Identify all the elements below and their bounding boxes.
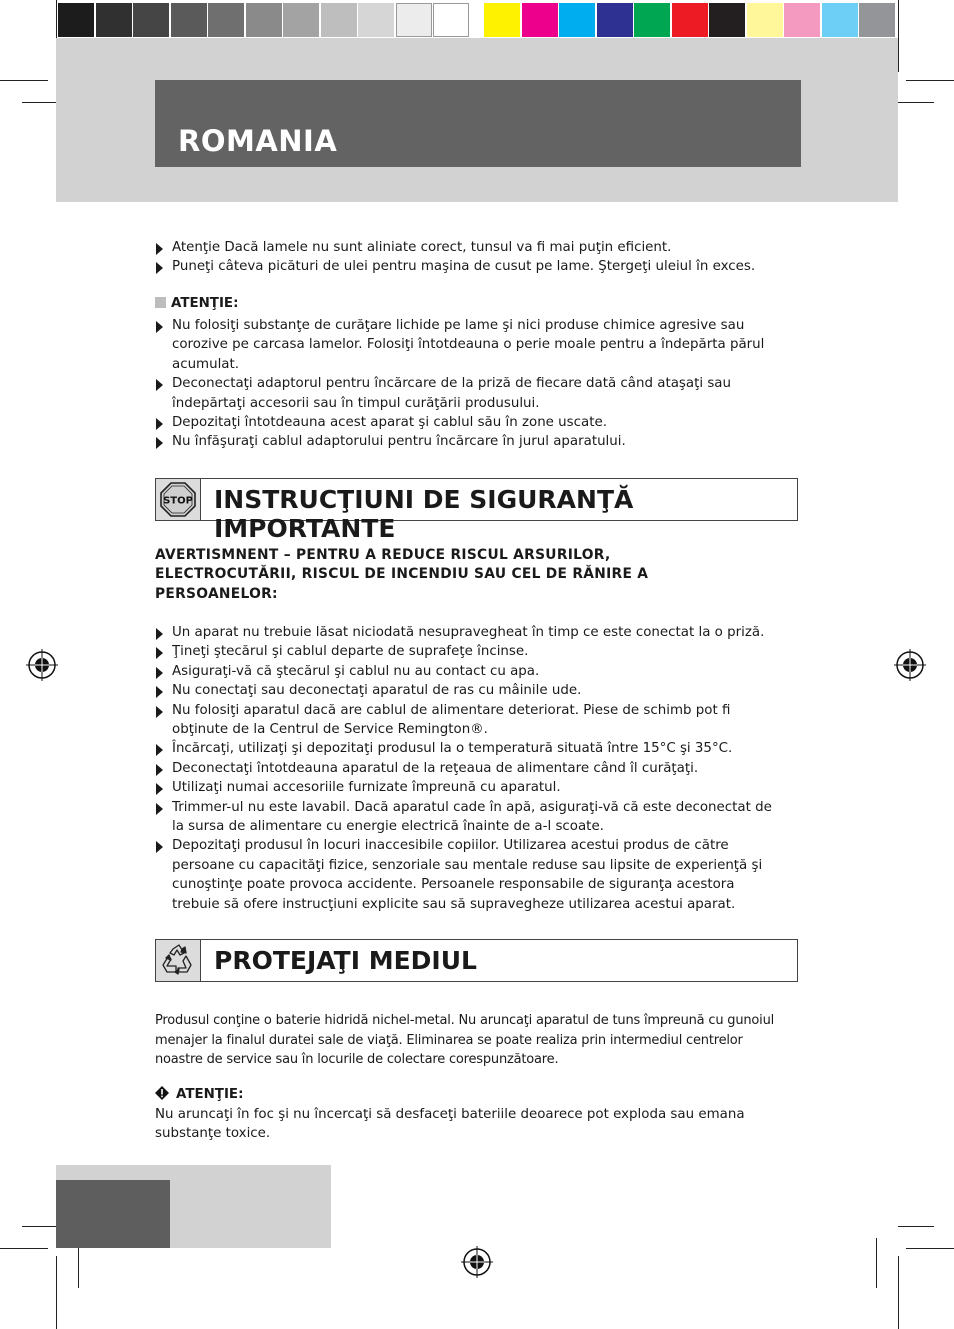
list-item: Asiguraţi-vă că ştecărul şi cablul nu au contact cu apa. xyxy=(155,662,782,681)
list-item: Deconectaţi adaptorul pentru încărcare de la priză de fiecare dată când ataşaţi sau îndepărtaţi accesorii sau în timpul curăţării produsului. xyxy=(155,374,782,413)
gray-swatch xyxy=(96,3,132,37)
list-item: Ţineţi ştecărul şi cablul departe de suprafeţe încinse. xyxy=(155,642,782,661)
triangle-bullet-icon xyxy=(156,262,163,274)
gray-swatch xyxy=(58,3,94,37)
list-item: Deconectaţi întotdeauna aparatul de la reţeaua de alimentare când îl curăţaţi. xyxy=(155,759,782,778)
gray-swatch xyxy=(171,3,207,37)
triangle-bullet-icon xyxy=(156,418,163,430)
color-swatch xyxy=(709,3,745,37)
triangle-bullet-icon xyxy=(156,243,163,255)
safety-section-title: INSTRUCŢIUNI DE SIGURANŢĂ IMPORTANTE xyxy=(214,485,634,543)
triangle-bullet-icon xyxy=(156,667,163,679)
environment-section-header xyxy=(155,939,798,982)
recycle-icon xyxy=(156,940,201,981)
gray-swatch xyxy=(246,3,282,37)
list-item: Nu conectaţi sau deconectaţi aparatul de ras cu mâinile ude. xyxy=(155,681,782,700)
registration-mark-icon xyxy=(894,649,926,681)
battery-caution-heading: ATENŢIE: xyxy=(155,1086,243,1102)
triangle-bullet-icon xyxy=(156,744,163,756)
gray-swatch xyxy=(433,3,469,37)
triangle-bullet-icon xyxy=(156,647,163,659)
gray-swatch xyxy=(133,3,169,37)
triangle-bullet-icon xyxy=(156,783,163,795)
gray-swatch xyxy=(321,3,357,37)
caution-heading: ATENŢIE: xyxy=(155,296,238,311)
page-title: ROMANIA xyxy=(178,124,338,158)
gray-swatch xyxy=(396,3,432,37)
color-swatch xyxy=(634,3,670,37)
triangle-bullet-icon xyxy=(156,841,163,853)
intro-bullet-list xyxy=(155,238,782,277)
registration-mark-icon xyxy=(461,1246,493,1278)
list-item: Depozitaţi produsul în locuri inaccesibile copiilor. Utilizarea acestui produs de către persoane cu capacităţi fizice, senzoriale sau mentale reduse sau lipsite de experienţă şi cunoştinţe poate provoca accidente. Persoanele responsabile de siguranţa acestora trebuie să ofere instrucţiuni explicite sau să supravegheze utilizarea acestui aparat. xyxy=(155,836,782,914)
list-item: Atenţie Dacă lamele nu sunt aliniate corect, tunsul va fi mai puţin eficient. xyxy=(155,238,782,257)
color-swatch xyxy=(522,3,558,37)
color-swatch xyxy=(859,3,895,37)
list-item: Depozitaţi întotdeauna acest aparat şi cablul său în zone uscate. xyxy=(155,413,782,432)
list-item: Un aparat nu trebuie lăsat niciodată nesupravegheat în timp ce este conectat la o priză. xyxy=(155,623,782,642)
list-item: Nu folosiţi aparatul dacă are cablul de alimentare deteriorat. Piese de schimb pot fi obţinute de la Centrul de Service Remington®. xyxy=(155,701,782,740)
triangle-bullet-icon xyxy=(156,764,163,776)
triangle-bullet-icon xyxy=(156,321,163,333)
color-swatch xyxy=(597,3,633,37)
environment-paragraph: Produsul conţine o baterie hidridă nichel-metal. Nu aruncaţi aparatul de tuns împreună cu gunoiul menajer la finalul duratei sale de viaţă. Eliminarea se poate realiza prin intermediul centrelor noastre de service sau în locurile de colectare corespunzătoare. xyxy=(155,1013,775,1068)
color-swatch xyxy=(672,3,708,37)
registration-mark-icon xyxy=(26,649,58,681)
list-item: Utilizaţi numai accesoriile furnizate împreună cu aparatul. xyxy=(155,778,782,797)
list-item: Nu înfăşuraţi cablul adaptorului pentru încărcare în jurul aparatului. xyxy=(155,432,782,451)
list-item: Trimmer-ul nu este lavabil. Dacă aparatul cade în apă, asiguraţi-vă că este deconectat de la sursa de alimentare cu energie electrică înainte de a-l scoate. xyxy=(155,798,782,837)
warning-diamond-icon xyxy=(155,1086,169,1100)
color-swatch xyxy=(784,3,820,37)
list-item: Puneţi câteva picături de ulei pentru maşina de cusut pe lame. Ştergeţi uleiul în exces. xyxy=(155,257,782,276)
gray-swatch xyxy=(358,3,394,37)
gray-swatch xyxy=(283,3,319,37)
safety-section-header xyxy=(155,478,798,543)
triangle-bullet-icon xyxy=(156,706,163,718)
stop-sign-icon xyxy=(156,479,201,520)
triangle-bullet-icon xyxy=(156,379,163,391)
environment-section-title: PROTEJAŢI MEDIUL xyxy=(214,946,477,975)
caution-bullet-list xyxy=(155,316,782,452)
color-swatch xyxy=(747,3,783,37)
list-item: Încărcaţi, utilizaţi şi depozitaţi produsul la o temperatură situată între 15°C şi 35°C. xyxy=(155,739,782,758)
color-swatch xyxy=(559,3,595,37)
triangle-bullet-icon xyxy=(156,803,163,815)
triangle-bullet-icon xyxy=(156,437,163,449)
svg-text:STOP: STOP xyxy=(163,495,193,507)
warning-heading: AVERTISMNENT – PENTRU A REDUCE RISCUL ARSURILOR, ELECTROCUTĂRII, RISCUL DE INCENDIU SAU CEL DE RĂNIRE A PERSOANELOR: xyxy=(155,547,649,602)
safety-bullet-list xyxy=(155,623,782,914)
color-swatch xyxy=(484,3,520,37)
page-number-box xyxy=(56,1180,170,1248)
triangle-bullet-icon xyxy=(156,686,163,698)
list-item: Nu folosiţi substanţe de curăţare lichide pe lame şi nici produse chimice agresive sau corozive pe carcasa lamelor. Folosiţi întotdeauna o perie moale pentru a îndepărta părul acumulat. xyxy=(155,316,782,374)
color-swatch xyxy=(822,3,858,37)
battery-caution-text: Nu aruncaţi în foc şi nu încercaţi să desfaceţi bateriile deoarece pot exploda sau emana substanţe toxice. xyxy=(155,1107,745,1142)
gray-swatch xyxy=(208,3,244,37)
title-box xyxy=(155,80,801,167)
square-bullet-icon xyxy=(155,297,166,308)
triangle-bullet-icon xyxy=(156,628,163,640)
